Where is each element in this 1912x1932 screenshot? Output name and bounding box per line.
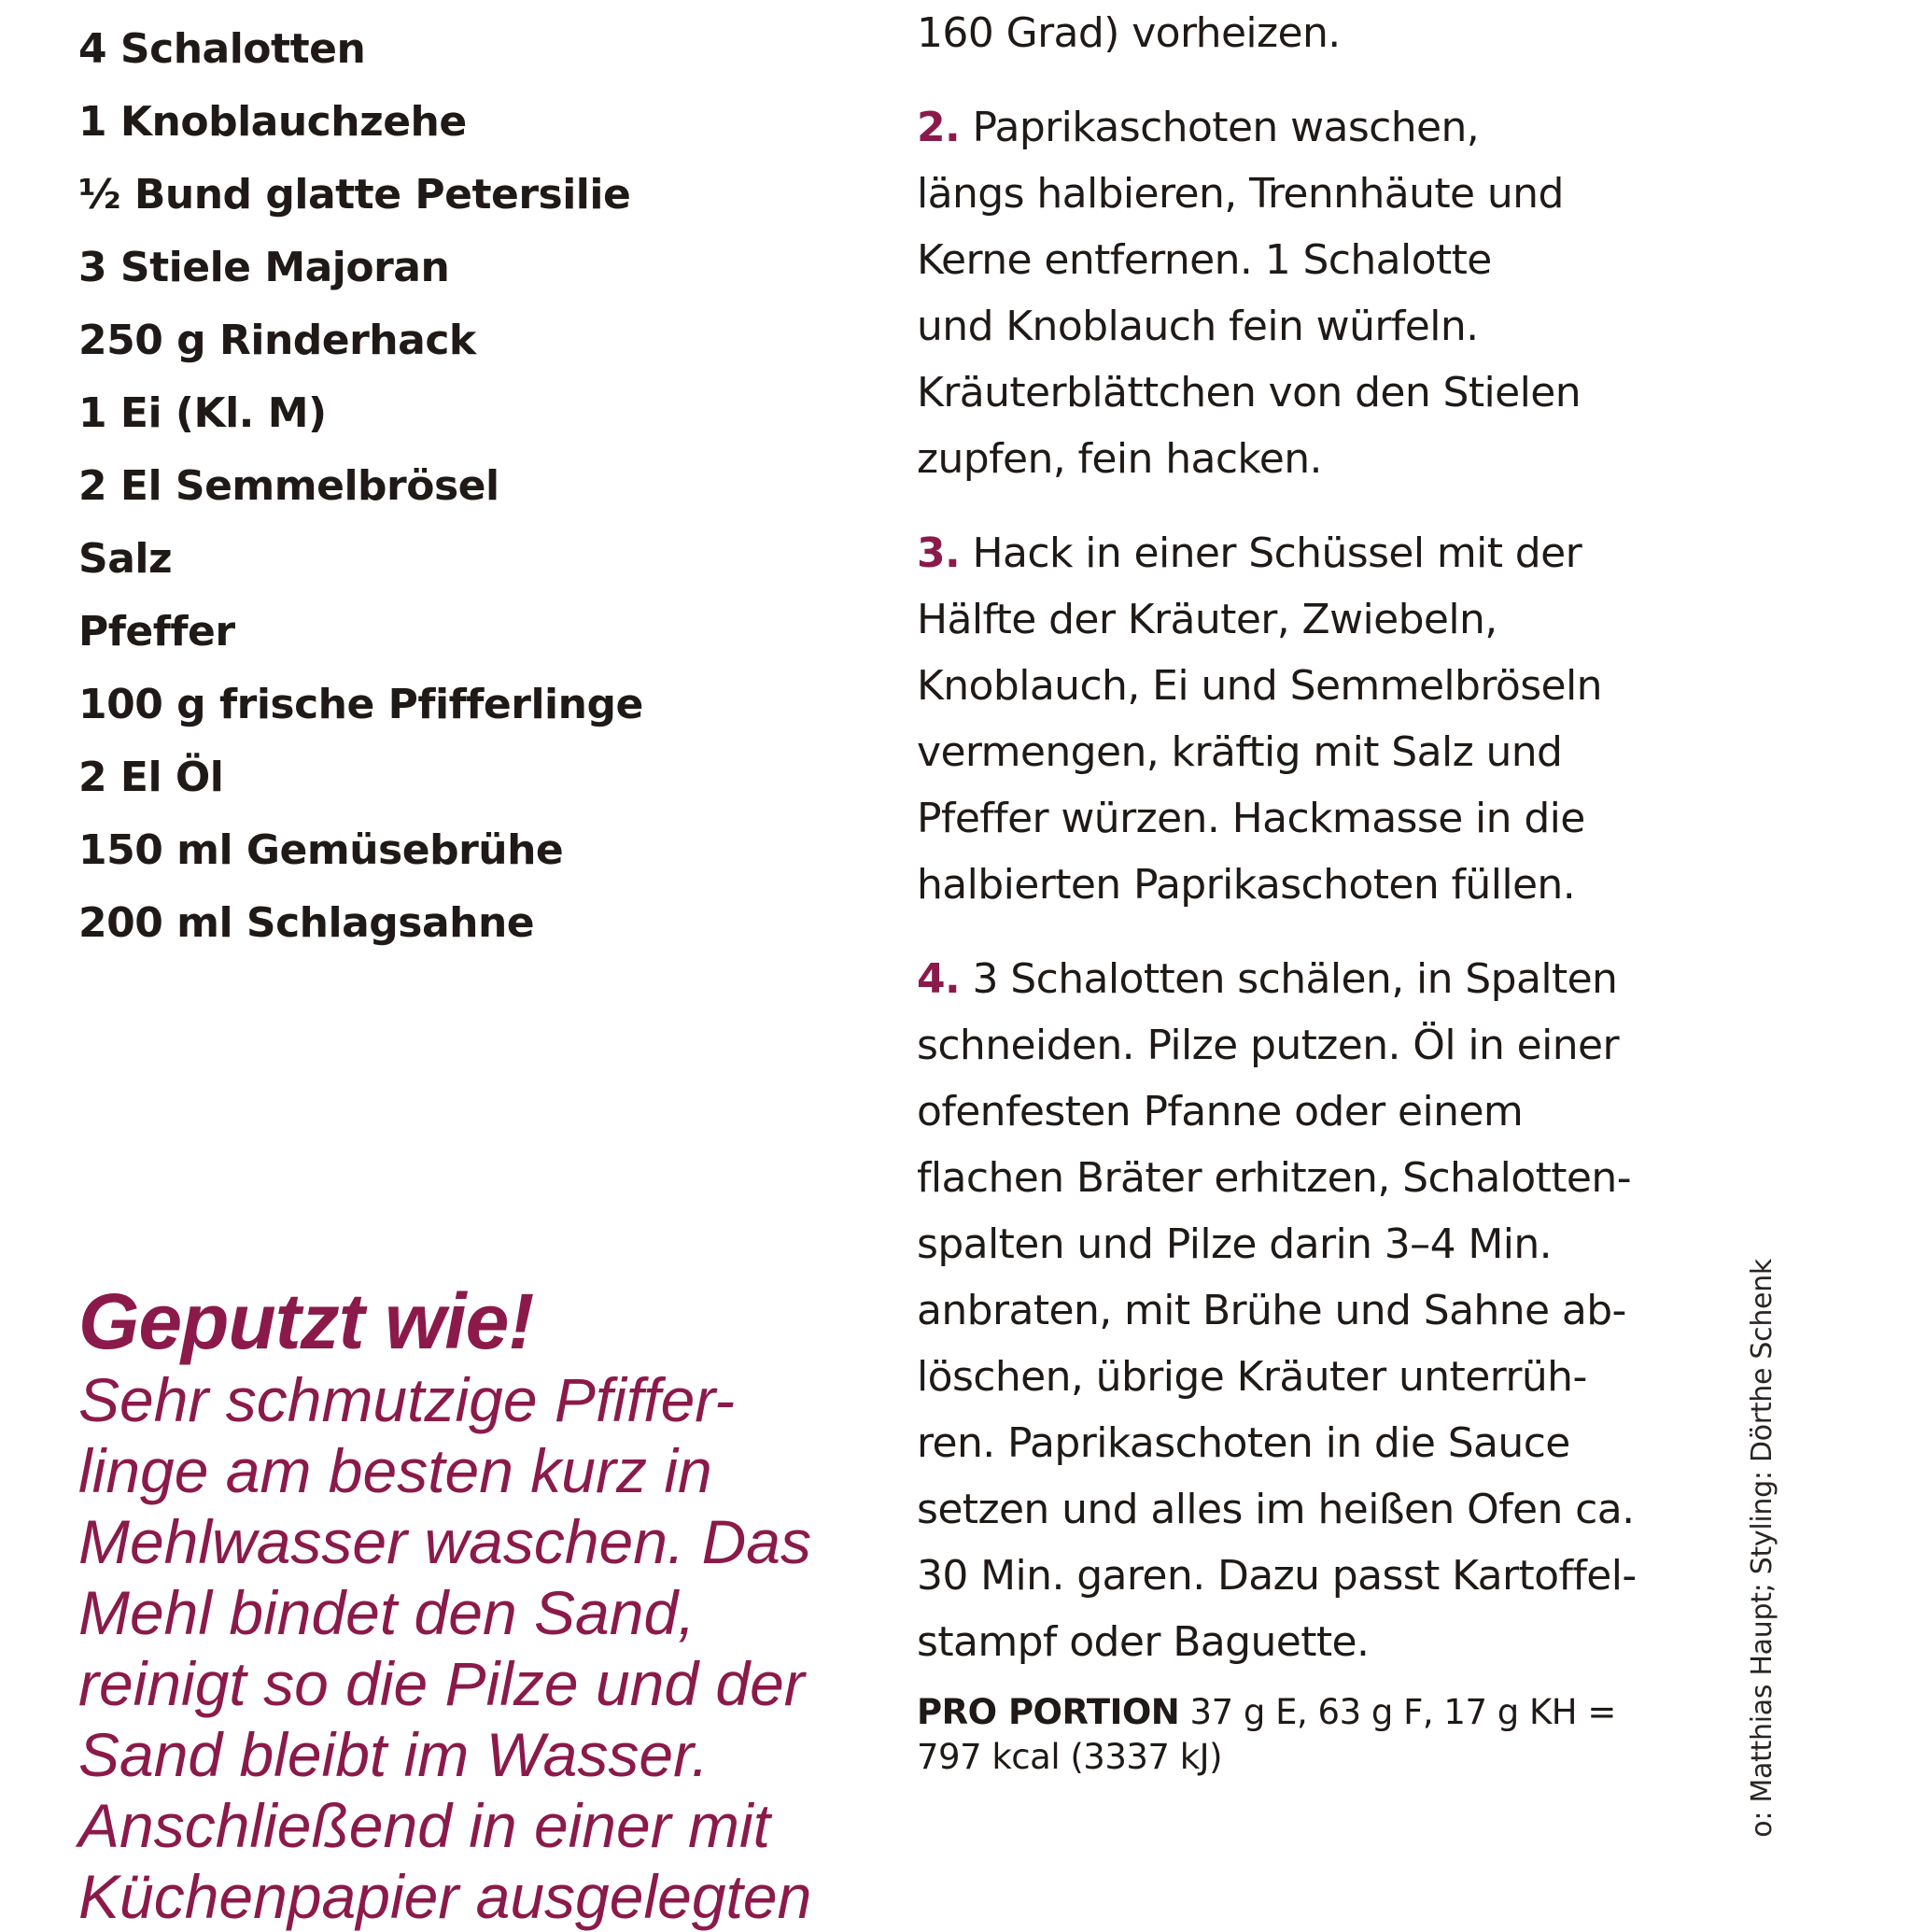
ingredient-item: 1 Ei (Kl. M) (78, 389, 327, 437)
step-number: 2. (917, 104, 961, 151)
tip-title: Geputzt wie! (78, 1277, 534, 1365)
step-line: ofenfesten Pfanne oder einem (917, 1088, 1524, 1135)
step-1-continued (917, 0, 1757, 66)
nutrition-values: 37 g E, 63 g F, 17 g KH = (1189, 1692, 1616, 1732)
step-line: und Knoblauch fein würfeln. (917, 303, 1479, 350)
step-line: 160 Grad) vorheizen. (917, 9, 1341, 57)
step-line: ren. Paprikaschoten in die Sauce (917, 1419, 1570, 1467)
tip-line: Sehr schmutzige Pfiffer- (78, 1365, 736, 1434)
step-line (917, 520, 1757, 586)
step-line: Kerne entfernen. 1 Schalotte (917, 236, 1492, 284)
step-2 (917, 94, 1757, 492)
ingredient-item: 1 Knoblauchzehe (78, 98, 467, 146)
nutrition-label: PRO PORTION (917, 1692, 1180, 1732)
ingredient-item: ½ Bund glatte Petersilie (78, 171, 631, 219)
step-line: vermengen, kräftig mit Salz und (917, 728, 1563, 776)
ingredient-item: 3 Stiele Majoran (78, 244, 450, 291)
tip-line: Küchenpapier ausgelegten (78, 1862, 812, 1931)
tip-line: Anschließend in einer mit (78, 1791, 771, 1860)
ingredient-item: 2 El Öl (78, 754, 224, 801)
step-line: Hälfte der Kräuter, Zwiebeln, (917, 596, 1497, 643)
ingredient-item: 200 ml Schlagsahne (78, 899, 535, 947)
step-line: 30 Min. garen. Dazu passt Kartoffel- (917, 1552, 1637, 1600)
step-4 (917, 946, 1757, 1675)
nutrition-line (917, 1690, 1682, 1735)
tip-body (78, 1364, 900, 1932)
ingredient-item: 100 g frische Pfifferlinge (78, 681, 643, 728)
tip-line: Sand bleibt im Wasser. (78, 1720, 709, 1789)
tip-box (78, 1275, 900, 1932)
ingredient-item: Pfeffer (78, 608, 235, 656)
ingredient-item: 4 Schalotten (78, 25, 366, 73)
step-number: 3. (917, 529, 961, 577)
ingredient-list (78, 13, 825, 960)
step-line: setzen und alles im heißen Ofen ca. (917, 1486, 1635, 1533)
step-line: stampf oder Baguette. (917, 1618, 1370, 1666)
step-line: spalten und Pilze darin 3–4 Min. (917, 1220, 1553, 1268)
tip-line: linge am besten kurz in (78, 1436, 712, 1505)
step-line: schneiden. Pilze putzen. Öl in einer (917, 1022, 1619, 1069)
step-line: Kräuterblättchen von den Stielen (917, 369, 1582, 416)
step-line (917, 946, 1757, 1012)
step-line (917, 94, 1757, 161)
step-line: flachen Bräter erhitzen, Schalotten- (917, 1154, 1631, 1202)
ingredient-item: 2 El Semmelbrösel (78, 462, 499, 510)
step-line: löschen, übrige Kräuter unterrüh- (917, 1353, 1587, 1401)
nutrition-info (917, 1690, 1682, 1780)
step-line: halbierten Paprikaschoten füllen. (917, 861, 1576, 909)
ingredient-item: 150 ml Gemüsebrühe (78, 826, 564, 874)
ingredient-item: 250 g Rinderhack (78, 317, 476, 364)
tip-line: Mehl bindet den Sand, (78, 1578, 696, 1647)
step-line: Knoblauch, Ei und Semmelbröseln (917, 662, 1602, 710)
step-3 (917, 520, 1757, 918)
step-line: zupfen, fein hacken. (917, 435, 1322, 483)
step-text: Hack in einer Schüssel mit der (972, 529, 1582, 577)
step-text: Paprikaschoten waschen, (972, 104, 1480, 151)
step-number: 4. (917, 955, 961, 1003)
tip-line: Mehlwasser waschen. Das (78, 1507, 811, 1576)
step-line: längs halbieren, Trennhäute und (917, 170, 1564, 218)
step-text: 3 Schalotten schälen, in Spalten (972, 955, 1618, 1003)
photo-credit: o: Matthias Haupt; Styling: Dörthe Schenk (1746, 1259, 1778, 1838)
nutrition-energy: 797 kcal (3337 kJ) (917, 1737, 1222, 1777)
preparation-steps (917, 0, 1757, 1703)
ingredient-item: Salz (78, 535, 173, 583)
step-line: Pfeffer würzen. Hackmasse in die (917, 795, 1585, 842)
tip-line: reinigt so die Pilze und der (78, 1649, 805, 1718)
step-line: anbraten, mit Brühe und Sahne ab- (917, 1287, 1626, 1334)
